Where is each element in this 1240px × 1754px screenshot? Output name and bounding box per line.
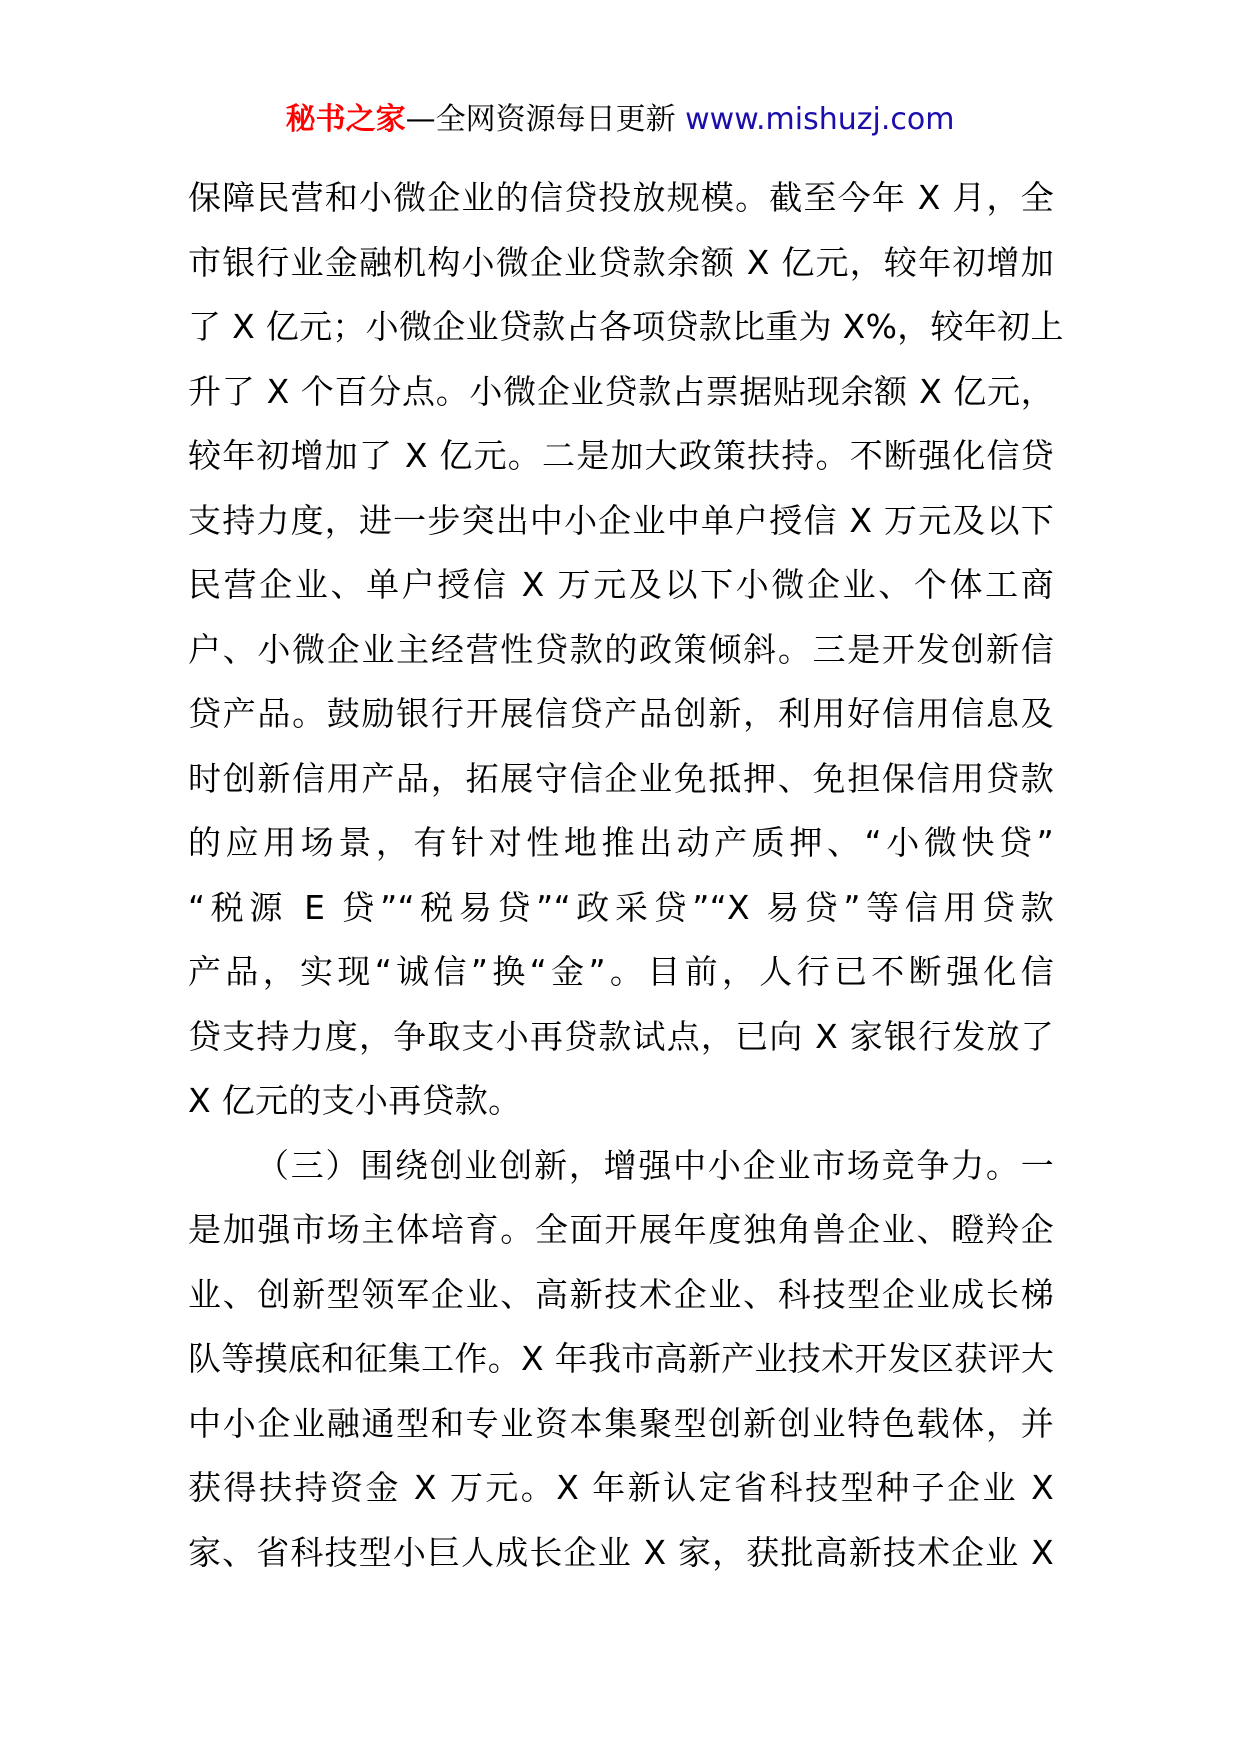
- section-heading-line: （三）围绕创业创新，增强中小企业市场竞争力。一: [256, 1145, 1054, 1185]
- text-line: 民营企业、单户授信 X 万元及以下小微企业、个体工商: [188, 565, 1054, 604]
- text-line: 贷产品。鼓励银行开展信贷产品创新，利用好信用信息及: [188, 694, 1054, 733]
- header-tagline: —全网资源每日更新: [405, 102, 676, 137]
- text-line: 贷支持力度，争取支小再贷款试点，已向 X 家银行发放了: [188, 1016, 1054, 1056]
- text-line: 支持力度，进一步突出中小企业中单户授信 X 万元及以下: [188, 500, 1054, 540]
- text-line: 家、省科技型小巨人成长企业 X 家，获批高新技术企业 X: [188, 1532, 1054, 1572]
- text-line: 时创新信用产品，拓展守信企业免抵押、免担保信用贷款: [188, 758, 1054, 798]
- text-line: 队等摸底和征集工作。X 年我市高新产业技术开发区获评大: [188, 1339, 1055, 1378]
- text-line: 获得扶持资金 X 万元。X 年新认定省科技型种子企业 X: [188, 1468, 1054, 1507]
- text-line: 了 X 亿元；小微企业贷款占各项贷款比重为 X%，较年初上: [188, 307, 1064, 346]
- text-line: 升了 X 个百分点。小微企业贷款占票据贴现余额 X 亿元，: [188, 371, 1054, 411]
- text-line: 的应用场景，有针对性地推出动产质押、“小微快贷”: [188, 823, 1054, 862]
- header-brand: 秘书之家: [285, 102, 406, 137]
- text-line: 较年初增加了 X 亿元。二是加大政策扶持。不断强化信贷: [188, 436, 1054, 475]
- text-line: 保障民营和小微企业的信贷投放规模。截至今年 X 月，全: [188, 178, 1054, 217]
- page-header: [0, 98, 1240, 142]
- text-line: 市银行业金融机构小微企业贷款余额 X 亿元，较年初增加: [188, 242, 1054, 282]
- text-line: 中小企业融通型和专业资本集聚型创新创业特色载体，并: [188, 1403, 1054, 1443]
- document-body: [188, 166, 1064, 1585]
- text-line: 是加强市场主体培育。全面开展年度独角兽企业、瞪羚企: [188, 1210, 1054, 1249]
- header-url[interactable]: www.mishuzj.com: [685, 102, 955, 137]
- text-line: 户、小微企业主经营性贷款的政策倾斜。三是开发创新信: [188, 629, 1054, 669]
- text-line: “税源 E 贷”“税易贷”“政采贷”“X 易贷”等信用贷款: [188, 887, 1054, 927]
- text-line: 产品，实现“诚信”换“金”。目前，人行已不断强化信: [188, 952, 1054, 991]
- text-line: 业、创新型领军企业、高新技术企业、科技型企业成长梯: [188, 1274, 1054, 1314]
- text-line-last: X 亿元的支小再贷款。: [188, 1081, 522, 1120]
